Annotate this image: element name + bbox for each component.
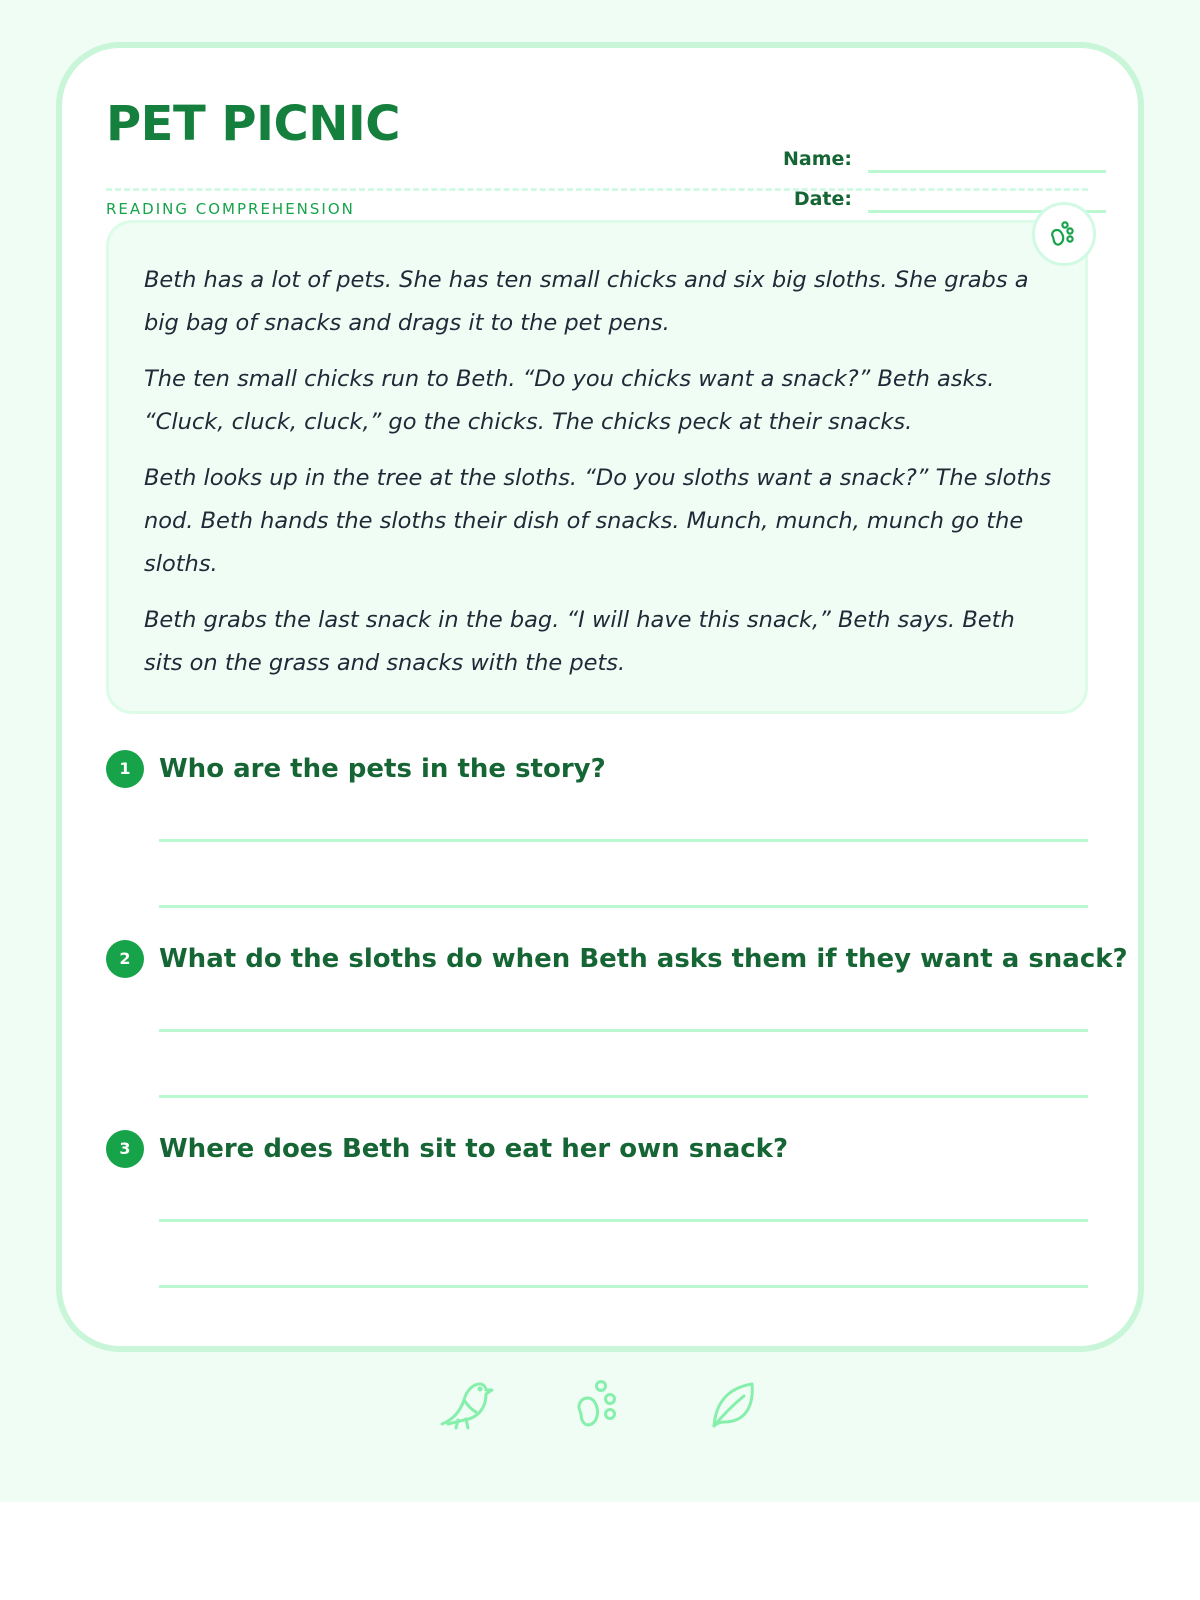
worksheet-title: PET PICNIC [106,96,400,152]
question-number: 1 [106,750,144,788]
answer-line[interactable] [159,839,1088,842]
footer-icons [0,1378,1200,1438]
bird-icon [438,1378,494,1434]
paw-icon [572,1378,628,1434]
date-label: Date: [793,188,852,210]
story-paragraph: Beth has a lot of pets. She has ten small chicks and six big sloths. She grabs a big bag of snacks and drags it to the pet pens. [144,267,1029,336]
paw-icon [1048,218,1080,250]
question-text: Who are the pets in the story? [159,754,606,784]
story-paragraph: The ten small chicks run to Beth. “Do you chicks want a snack?” Beth asks. “Cluck, cluck, cluck,” go the chicks. The chicks peck at their snacks. [144,366,995,435]
question-number: 2 [106,940,144,978]
story-paragraph: Beth grabs the last snack in the bag. “I will have this snack,” Beth says. Beth sits on the grass and snacks with the pets. [144,607,1015,676]
worksheet-card [56,42,1144,1352]
leaf-icon [706,1378,762,1434]
header-divider [106,188,1088,191]
answer-line[interactable] [159,1219,1088,1222]
story-passage [106,220,1088,714]
answer-line[interactable] [159,1095,1088,1098]
question-2 [106,938,1128,1108]
story-badge [1032,202,1096,266]
worksheet-subtitle: READING COMPREHENSION [106,200,355,218]
name-line[interactable] [868,170,1106,173]
name-field[interactable] [766,144,1106,174]
answer-line[interactable] [159,1029,1088,1032]
name-label: Name: [782,148,852,170]
question-text: Where does Beth sit to eat her own snack? [159,1134,789,1164]
question-text: What do the sloths do when Beth asks them if they want a snack? [159,944,1128,974]
answer-line[interactable] [159,1285,1088,1288]
worksheet-header [106,96,1106,218]
question-3 [106,1128,1088,1298]
story-paragraph: Beth looks up in the tree at the sloths. “Do you sloths want a snack?” The sloths nod. Beth hands the sloths their dish of snacks. Munch, munch, munch go the sloths. [144,465,1052,577]
question-number: 3 [106,1130,144,1168]
question-1 [106,748,1088,918]
answer-line[interactable] [159,905,1088,908]
